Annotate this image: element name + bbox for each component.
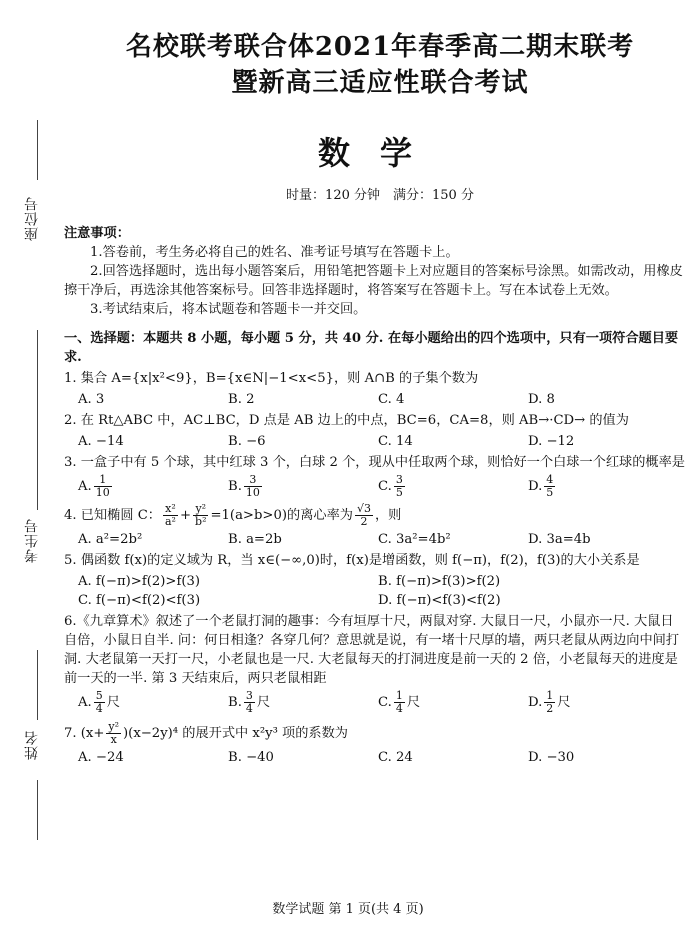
numerator: √3 [356, 502, 371, 515]
option-letter: A. [78, 479, 92, 494]
fraction [394, 474, 405, 499]
option-d: D. f(−π)<f(3)<f(2) [378, 593, 501, 608]
exam-subtitle: 暨新高三适应性联合考试 [231, 68, 529, 98]
option-a: A. −24 [78, 750, 124, 765]
denominator: 10 [95, 486, 110, 499]
option-letter: A. [78, 695, 92, 710]
time-score-info: 时量：120 分钟 满分：150 分 [286, 188, 474, 203]
question-stem [64, 721, 686, 746]
question-3 [64, 453, 686, 499]
option-d: D. 3a=4b [528, 532, 591, 547]
denominator: b² [195, 515, 207, 528]
question-stem: 3. 一盒子中有 5 个球，其中红球 3 个，白球 2 个，现从中任取两个球，则恰好一个白球一个红球的概率是 [64, 455, 685, 470]
denominator: a² [165, 515, 176, 528]
option-letter: C. [378, 695, 392, 710]
numerator: y² [108, 720, 120, 733]
denominator: x [110, 733, 117, 746]
page-footer: 数学试题 第 1 页(共 4 页) [272, 902, 424, 917]
fraction [94, 474, 112, 499]
notice-item: 3.考试结束后，将本试题卷和答题卡一并交回。 [90, 302, 367, 317]
margin-line [37, 650, 38, 720]
option-d: D. −30 [528, 750, 575, 765]
subject-title: 数学 [317, 134, 442, 172]
option-c: C. 3a²=4b² [378, 532, 451, 547]
margin-line [37, 330, 38, 510]
unit: 尺 [557, 695, 571, 710]
option-d: D. −12 [528, 434, 575, 449]
option-a: A. a²=2b² [78, 532, 143, 547]
question-6 [64, 612, 686, 715]
option-letter: D. [528, 695, 543, 710]
question-stem: 2. 在 Rt△ABC 中，AC⊥BC，D 点是 AB 边上的中点，BC=6，CA=8，则 AB→·CD→ 的值为 [64, 413, 629, 428]
unit: 尺 [256, 695, 271, 710]
fraction [94, 690, 105, 715]
fraction [394, 690, 405, 715]
option-a: A. f(−π)>f(2)>f(3) [78, 574, 201, 589]
option-b [228, 690, 378, 715]
options [78, 748, 678, 767]
stem-text: 7. (x+ [64, 726, 105, 741]
exam-title: 名校联考联合体2021年春季高二期末联考 [125, 32, 635, 62]
option-d: D. 8 [528, 392, 555, 407]
fraction [106, 721, 121, 746]
numerator: 1 [94, 474, 112, 487]
fraction [193, 503, 208, 528]
option-b: B. 2 [228, 392, 255, 407]
option-d [528, 690, 678, 715]
binding-margin [0, 0, 58, 927]
denominator: 2 [360, 515, 368, 528]
numerator: 1 [395, 689, 403, 702]
question-stem: 1. 集合 A={x|x²<9}，B={x∈N|−1<x<5}，则 A∩B 的子集个数为 [64, 371, 479, 386]
notice-title: 注意事项： [64, 226, 130, 241]
option-c: C. 14 [378, 434, 413, 449]
question-2 [64, 411, 686, 451]
stem-text: ，则 [374, 508, 402, 523]
option-b: B. f(−π)>f(3)>f(2) [378, 574, 501, 589]
option-a: A. −14 [78, 434, 124, 449]
options [78, 530, 678, 549]
denominator: 4 [395, 702, 403, 715]
content [64, 224, 686, 767]
options [78, 572, 678, 610]
options [78, 474, 678, 499]
option-letter: D. [528, 479, 543, 494]
options [78, 390, 678, 409]
fraction [544, 474, 555, 499]
numerator: y² [193, 503, 208, 516]
unit: 尺 [406, 695, 420, 710]
exam-number-label: 考生号 [24, 518, 40, 563]
option-c: C. 4 [378, 392, 405, 407]
option-c: C. f(−π)<f(2)<f(3) [78, 593, 201, 608]
fraction [544, 690, 555, 715]
question-4 [64, 503, 686, 549]
numerator: 3 [245, 689, 253, 702]
notice-item: 2.回答选择题时，选出每小题答案后，用铅笔把答题卡上对应题目的答案标号涂黑。如需改动，用橡皮擦干净后，再选涂其他答案标号。回答非选择题时，将答案写在答题卡上。写在本试卷上无效。 [64, 264, 683, 298]
notice [64, 224, 686, 319]
options [78, 690, 678, 715]
numerator: 3 [395, 473, 403, 486]
numerator: 4 [546, 473, 554, 486]
option-letter: B. [228, 695, 242, 710]
denominator: 4 [95, 702, 103, 715]
fraction [163, 503, 178, 528]
fraction [244, 690, 255, 715]
option-b: B. −6 [228, 434, 266, 449]
option-letter: B. [228, 479, 242, 494]
fraction [244, 474, 262, 499]
plus-sign: + [179, 508, 192, 523]
numerator: x² [163, 503, 178, 516]
numerator: 3 [244, 474, 262, 487]
margin-line [37, 780, 38, 840]
option-b: B. a=2b [228, 532, 282, 547]
stem-text: =1(a>b>0)的离心率为 [210, 508, 353, 523]
question-5 [64, 551, 686, 610]
denominator: 5 [395, 486, 403, 499]
option-b: B. −40 [228, 750, 274, 765]
denominator: 10 [245, 486, 260, 499]
option-c: C. 24 [378, 750, 413, 765]
stem-text: 4. 已知椭圆 C： [64, 508, 161, 523]
stem-text: )(x−2y)⁴ 的展开式中 x²y³ 项的系数为 [123, 726, 348, 741]
option-c [378, 474, 528, 499]
question-stem: 6.《九章算术》叙述了一个老鼠打洞的趣事：今有垣厚十尺，两鼠对穿. 大鼠日一尺，小鼠亦一尺. 大鼠日自倍，小鼠日自半. 问：何日相逢？各穿几何？意思就是说，有一堵十尺厚的墙，两只老鼠从两边向中间打洞. 大老鼠第一天打一尺，小老鼠也是一尺. 大老鼠每天的打洞进度是前一天的 2 倍，小老鼠每天的进度是前一天的一半. 第 3 天结束后，两只老鼠相距 [64, 614, 680, 686]
option-a [78, 690, 228, 715]
notice-item: 1.答卷前，考生务必将自己的姓名、准考证号填写在答题卡上。 [90, 245, 459, 260]
question-7 [64, 721, 686, 767]
option-c [378, 690, 528, 715]
option-letter: C. [378, 479, 392, 494]
numerator: 5 [95, 689, 103, 702]
name-label: 姓名 [24, 730, 40, 760]
margin-line [37, 120, 38, 180]
unit: 尺 [106, 695, 120, 710]
numerator: 1 [546, 689, 554, 702]
seat-label: 座位号 [24, 196, 40, 241]
fraction [355, 503, 373, 528]
question-stem: 5. 偶函数 f(x)的定义域为 R，当 x∈(−∞,0)时，f(x)是增函数，则 f(−π)，f(2)，f(3)的大小关系是 [64, 553, 640, 568]
option-b [228, 474, 378, 499]
option-a [78, 474, 228, 499]
question-1 [64, 369, 686, 409]
option-d [528, 474, 678, 499]
denominator: 5 [546, 486, 554, 499]
question-stem [64, 503, 686, 528]
options [78, 432, 678, 451]
denominator: 4 [245, 702, 253, 715]
option-a: A. 3 [78, 392, 105, 407]
denominator: 2 [546, 702, 554, 715]
section-heading: 一、选择题：本题共 8 小题，每小题 5 分，共 40 分. 在每小题给出的四个选项中，只有一项符合题目要求. [64, 331, 679, 365]
